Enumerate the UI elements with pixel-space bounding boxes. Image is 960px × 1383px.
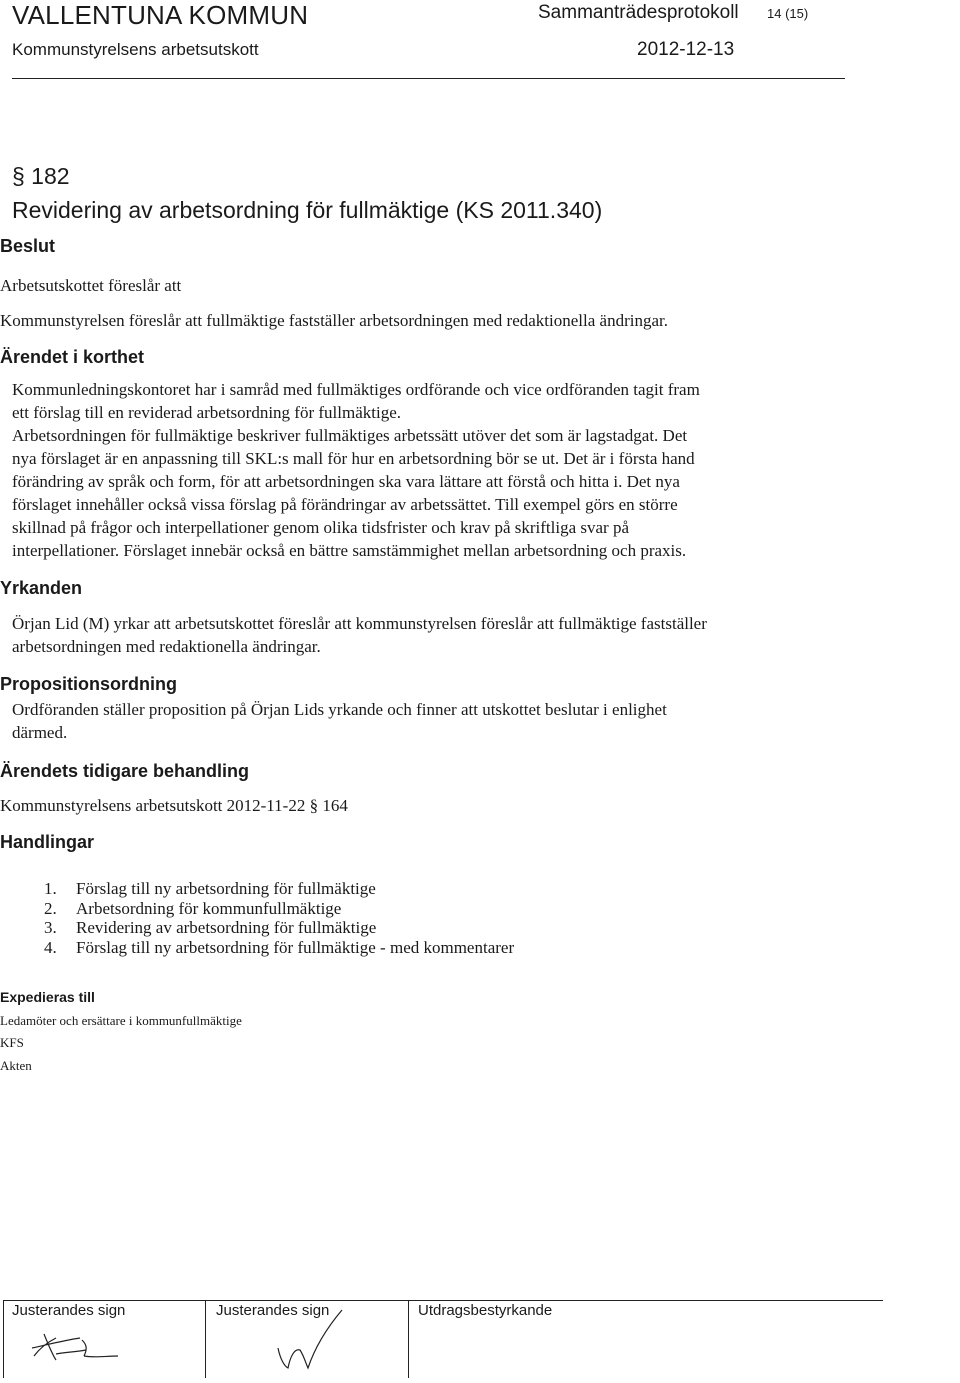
list-item-number: 2.	[44, 898, 57, 918]
list-item-text: Förslag till ny arbetsordning för fullmäktige	[76, 879, 376, 898]
beslut-line-1: Arbetsutskottet föreslår att	[0, 276, 182, 295]
paragraph-number: § 182	[12, 163, 70, 189]
header-divider	[12, 78, 845, 79]
korthet-line: ett förslag till en reviderad arbetsordning för fullmäktige.	[12, 403, 401, 422]
yrkanden-heading: Yrkanden	[0, 578, 83, 598]
beslut-line-2: Kommunstyrelsen föreslår att fullmäktige fastställer arbetsordningen med redaktionella ändringar.	[0, 311, 668, 330]
yrkanden-line: Örjan Lid (M) yrkar att arbetsutskottet föreslår att kommunstyrelsen föreslår att fullmäktige fastställer	[12, 614, 707, 633]
document-type: Sammanträdesprotokoll	[538, 2, 739, 23]
expedieras-heading: Expedieras till	[0, 989, 95, 1005]
korthet-paragraph	[12, 378, 822, 562]
signature-divider	[408, 1300, 409, 1378]
proposition-paragraph	[12, 698, 822, 744]
list-item-number: 1.	[44, 879, 57, 898]
korthet-line: Kommunledningskontoret har i samråd med fullmäktiges ordförande och vice ordföranden tagit fram	[12, 380, 700, 399]
list-item-number: 4.	[44, 937, 57, 957]
tidigare-text: Kommunstyrelsens arbetsutskott 2012-11-22 § 164	[0, 796, 348, 815]
organization-name: VALLENTUNA KOMMUN	[12, 0, 309, 30]
meeting-date: 2012-12-13	[637, 39, 735, 60]
list-item-text: Arbetsordning för kommunfullmäktige	[76, 898, 342, 918]
korthet-heading: Ärendet i korthet	[0, 347, 145, 367]
yrkanden-paragraph	[12, 612, 822, 658]
recipient-item: Akten	[0, 1058, 32, 1073]
list-item-text: Revidering av arbetsordning för fullmäktige	[76, 918, 377, 937]
yrkanden-line: arbetsordningen med redaktionella ändringar.	[12, 637, 321, 656]
signature-box-3-label: Utdragsbestyrkande	[418, 1302, 553, 1319]
korthet-line: förändring av språk och form, för att arbetsordningen ska vara lättare att förstå och hitta i. Det nya	[12, 472, 680, 491]
list-item	[44, 899, 514, 919]
committee-name: Kommunstyrelsens arbetsutskott	[12, 40, 259, 59]
proposition-line: Ordföranden ställer proposition på Örjan Lids yrkande och finner att utskottet beslutar i enlighet	[12, 700, 667, 719]
page-number: 14 (15)	[767, 6, 809, 21]
signature-divider	[205, 1300, 206, 1378]
section-title: Revidering av arbetsordning för fullmäktige (KS 2011.340)	[12, 197, 603, 223]
handlingar-heading: Handlingar	[0, 832, 95, 852]
signature-initials-1	[26, 1326, 126, 1366]
signature-box-1-label: Justerandes sign	[12, 1302, 126, 1319]
list-item-text: Förslag till ny arbetsordning för fullmäktige - med kommentarer	[76, 937, 515, 957]
signature-initials-2	[268, 1308, 358, 1374]
list-item	[44, 918, 514, 938]
korthet-line: skillnad på frågor och interpellationer genom olika tidsfrister och krav på skriftliga svar på	[12, 518, 629, 537]
tidigare-heading: Ärendets tidigare behandling	[0, 761, 250, 781]
korthet-line: Arbetsordningen för fullmäktige beskriver fullmäktiges arbetssätt utöver det som är lagstadgat. Det	[12, 426, 688, 445]
signature-divider	[3, 1300, 4, 1378]
handlingar-list	[44, 879, 514, 957]
korthet-line: interpellationer. Förslaget innebär också en bättre samstämmighet mellan arbetsordning och praxis.	[12, 541, 687, 560]
list-item	[44, 938, 514, 958]
beslut-heading: Beslut	[0, 236, 56, 256]
recipient-item: KFS	[0, 1035, 24, 1050]
signature-top-border	[3, 1300, 883, 1301]
proposition-line: därmed.	[12, 723, 68, 742]
list-item	[44, 879, 514, 899]
korthet-line: nya förslaget är en anpassning till SKL:s mall för hur en arbetsordning bör se ut. Det är i första hand	[12, 449, 695, 468]
recipient-item: Ledamöter och ersättare i kommunfullmäktige	[0, 1013, 242, 1028]
proposition-heading: Propositionsordning	[0, 674, 177, 694]
korthet-line: förslaget innehåller också vissa förslag på förändringar av arbetssättet. Till exempel görs en större	[12, 495, 678, 514]
list-item-number: 3.	[44, 918, 57, 937]
signature-box-2-label: Justerandes sign	[216, 1302, 330, 1319]
